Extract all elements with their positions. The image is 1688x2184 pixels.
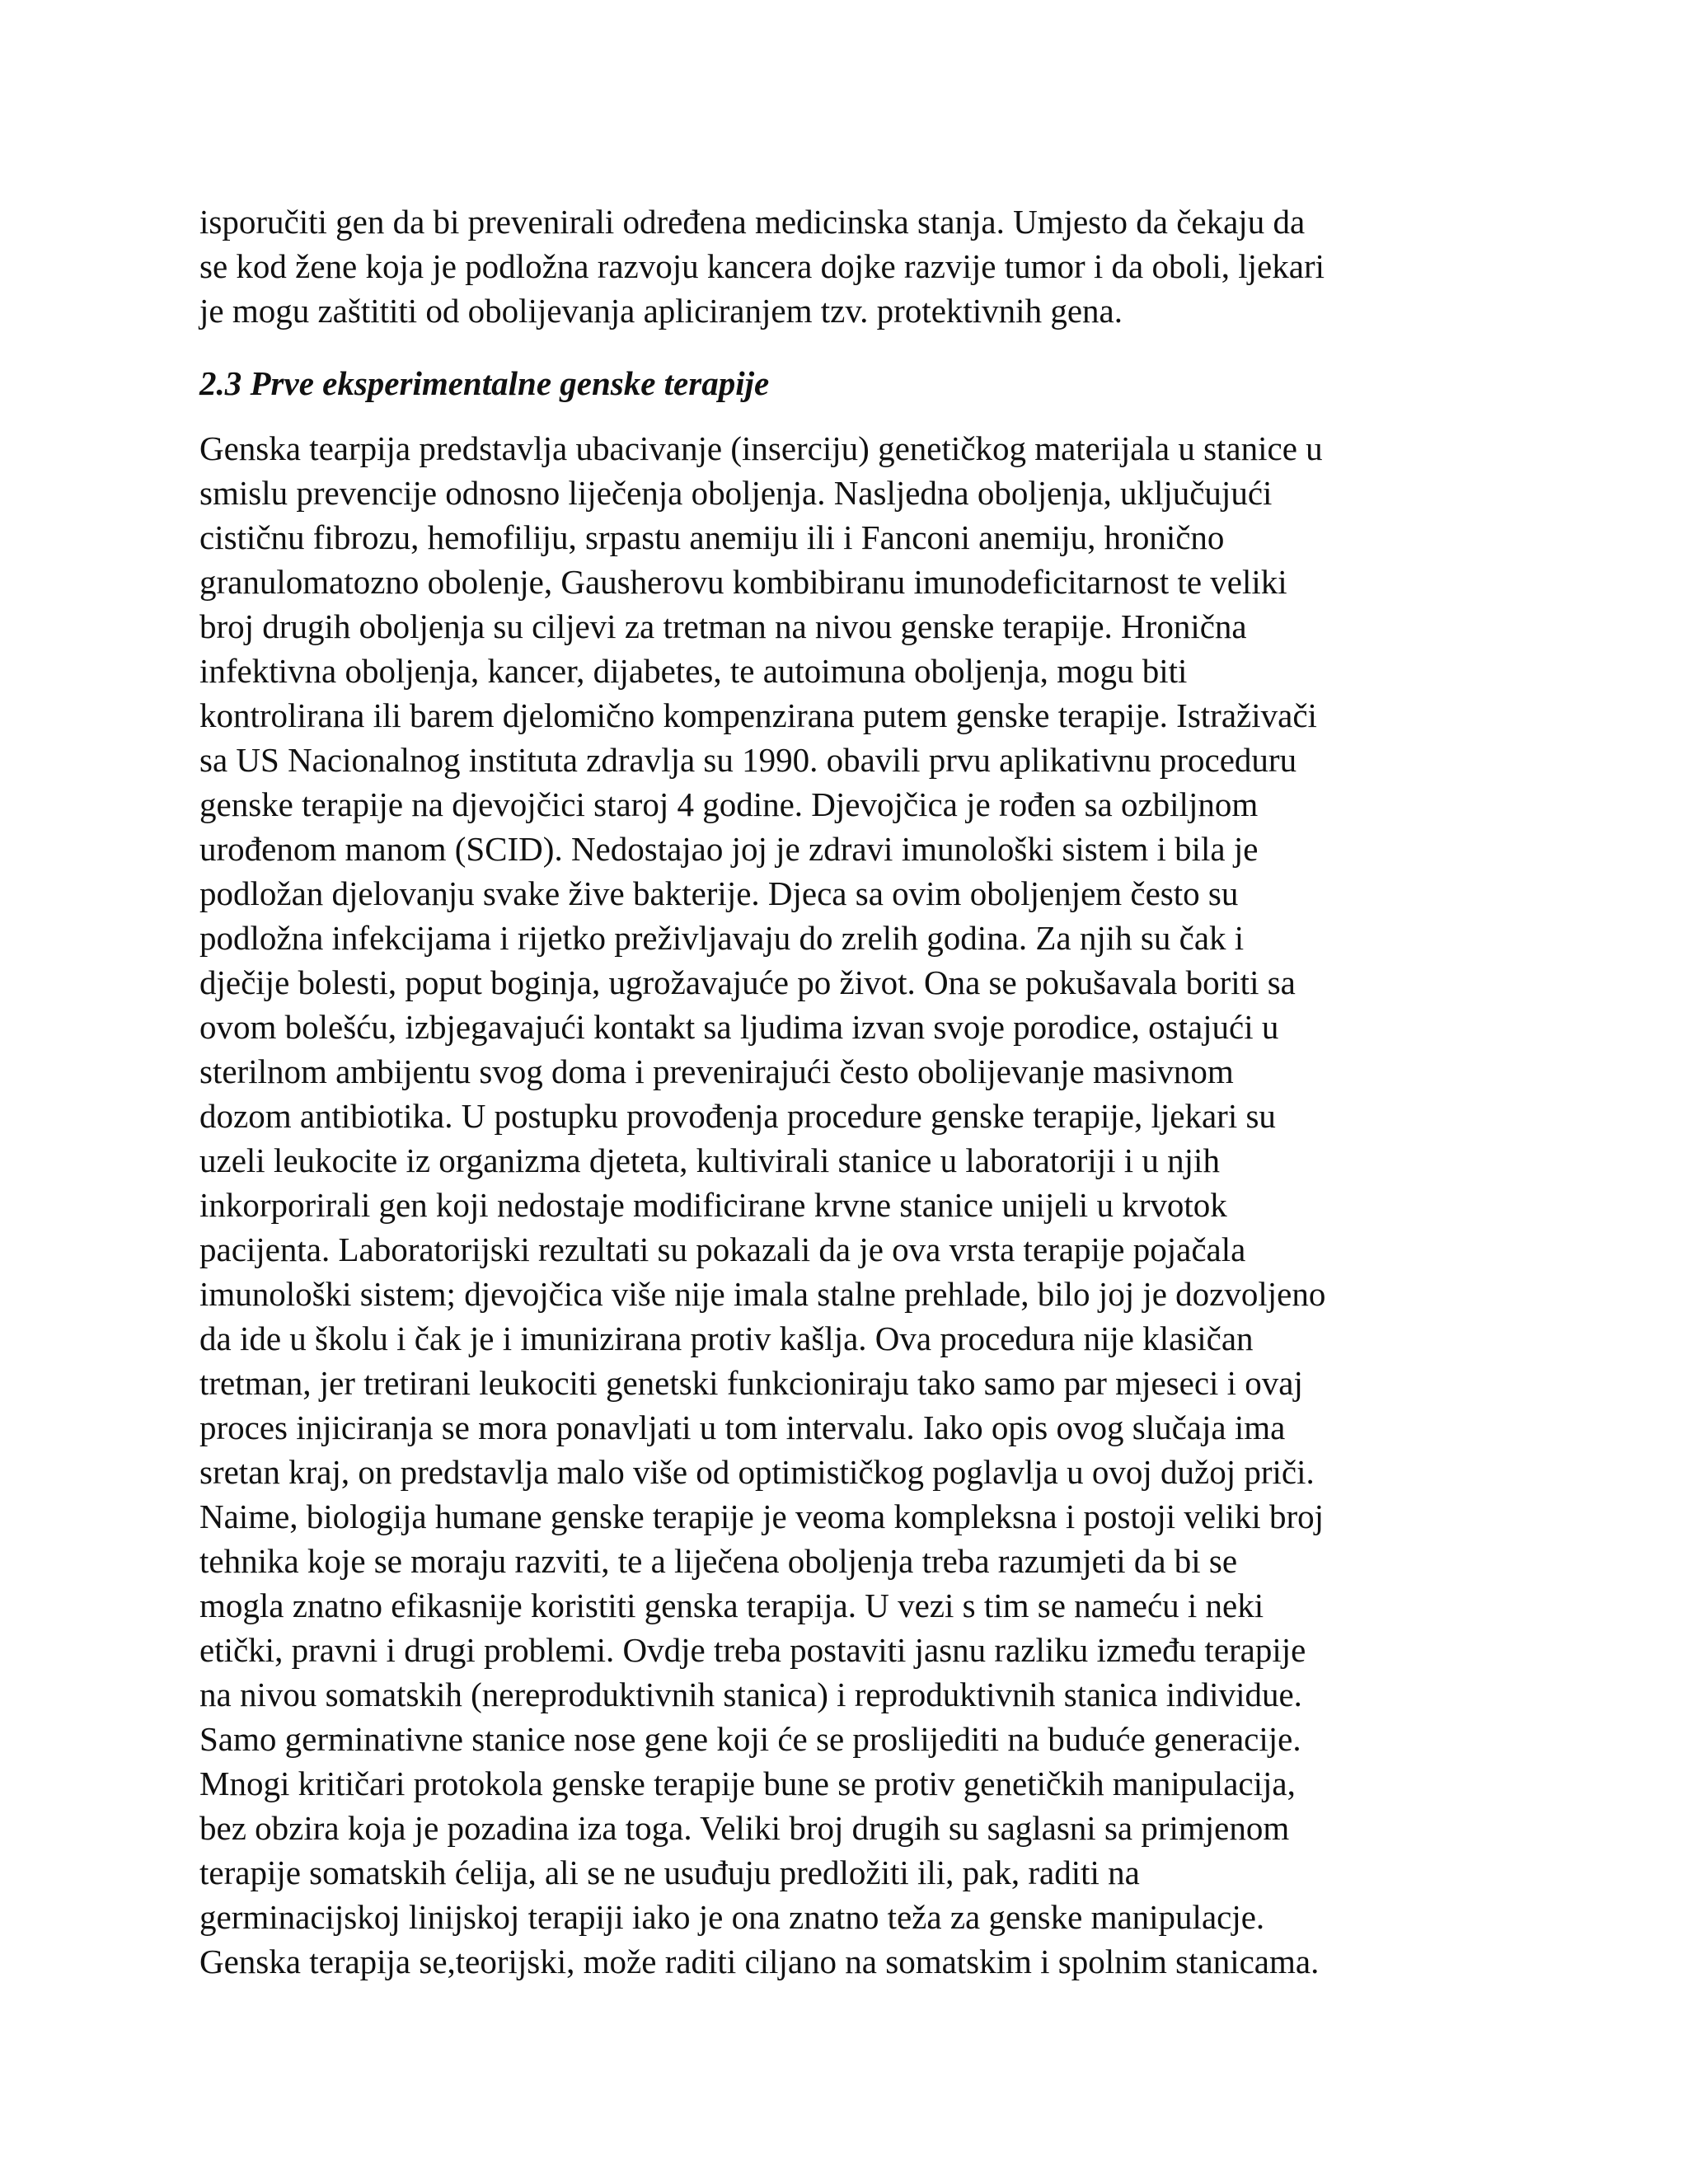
text-line: tehnika koje se moraju razviti, te a liječena oboljenja treba razumjeti da bi se <box>199 1542 1238 1580</box>
text-line: genske terapije na djevojčici staroj 4 godine. Djevojčica je rođen sa ozbiljnom <box>199 785 1259 823</box>
text-line: podložan djelovanju svake žive bakterije. Djeca sa ovim oboljenjem često su <box>199 874 1239 912</box>
text-line: uzeli leukocite iz organizma djeteta, kultivirali stanice u laboratoriji i u njih <box>199 1141 1220 1179</box>
text-line: inkorporirali gen koji nedostaje modificirane krvne stanice unijeli u krvotok <box>199 1186 1227 1224</box>
text-line: sretan kraj, on predstavlja malo više od optimističkog poglavlja u ovoj dužoj priči. <box>199 1453 1315 1491</box>
text-line: Samo germinativne stanice nose gene koji će se proslijediti na buduće generacije. <box>199 1720 1301 1758</box>
text-line: smislu prevencije odnosno liječenja oboljenja. Nasljedna oboljenja, uključujući <box>199 474 1273 512</box>
text-line: isporučiti gen da bi prevenirali određena medicinska stanja. Umjesto da čekaju da <box>199 203 1306 241</box>
text-line: Mnogi kritičari protokola genske terapije bune se protiv genetičkih manipulacija, <box>199 1765 1296 1802</box>
text-line: bez obzira koja je pozadina iza toga. Veliki broj drugih su saglasni sa primjenom <box>199 1809 1290 1847</box>
text-line: kontrolirana ili barem djelomično kompenzirana putem genske terapije. Istraživači <box>199 696 1317 734</box>
text-line: broj drugih oboljenja su ciljevi za tretman na nivou genske terapije. Hronična <box>199 607 1247 645</box>
text-line: tretman, jer tretirani leukociti genetski funkcioniraju tako samo par mjeseci i ovaj <box>199 1364 1303 1402</box>
text-line: etički, pravni i drugi problemi. Ovdje treba postaviti jasnu razliku između terapije <box>199 1631 1306 1669</box>
text-line: Naime, biologija humane genske terapije je veoma kompleksna i postoji veliki broj <box>199 1497 1325 1535</box>
text-line: germinacijskoj linijskoj terapiji iako je ona znatno teža za genske manipulacje. <box>199 1898 1265 1936</box>
text-line: imunološki sistem; djevojčica više nije imala stalne prehlade, bilo joj je dozvoljeno <box>199 1275 1326 1313</box>
text-line: cističnu fibrozu, hemofiliju, srpastu anemiju ili i Fanconi anemiju, hronično <box>199 518 1225 556</box>
text-line: pacijenta. Laboratorijski rezultati su pokazali da je ova vrsta terapije pojačala <box>199 1230 1246 1268</box>
text-line: sa US Nacionalnog instituta zdravlja su 1990. obavili prvu aplikativnu proceduru <box>199 741 1297 779</box>
text-line: ovom bolešću, izbjegavajući kontakt sa ljudima izvan svoje porodice, ostajući u <box>199 1008 1279 1046</box>
section-heading: 2.3 Prve eksperimentalne genske terapije <box>199 364 770 402</box>
main-paragraph <box>199 426 1502 1984</box>
text-line: sterilnom ambijentu svog doma i prevenirajući često obolijevanje masivnom <box>199 1052 1234 1090</box>
text-line: dozom antibiotika. U postupku provođenja procedure genske terapije, ljekari su <box>199 1097 1276 1135</box>
text-line: Genska tearpija predstavlja ubacivanje (inserciju) genetičkog materijala u stanice u <box>199 429 1323 467</box>
text-line: proces injiciranja se mora ponavljati u tom intervalu. Iako opis ovog slučaja ima <box>199 1408 1286 1446</box>
text-line: urođenom manom (SCID). Nedostajao joj je zdravi imunološki sistem i bila je <box>199 830 1259 868</box>
text-line: dječije bolesti, poput boginja, ugrožavajuće po život. Ona se pokušavala boriti sa <box>199 963 1296 1001</box>
intro-paragraph <box>199 199 1502 333</box>
text-line: terapije somatskih ćelija, ali se ne usuđuju predložiti ili, pak, raditi na <box>199 1854 1140 1891</box>
text-line: infektivna oboljenja, kancer, dijabetes, te autoimuna oboljenja, mogu biti <box>199 652 1188 690</box>
text-line: podložna infekcijama i rijetko preživljavaju do zrelih godina. Za njih su čak i <box>199 919 1245 957</box>
text-line: na nivou somatskih (nereproduktivnih stanica) i reproduktivnih stanica individue. <box>199 1675 1302 1713</box>
text-line: je mogu zaštititi od obolijevanja apliciranjem tzv. protektivnih gena. <box>199 292 1123 330</box>
text-line: se kod žene koja je podložna razvoju kancera dojke razvije tumor i da oboli, ljekari <box>199 247 1325 285</box>
text-line: granulomatozno obolenje, Gausherovu kombibiranu imunodeficitarnost te veliki <box>199 563 1287 601</box>
text-line: da ide u školu i čak je i imunizirana protiv kašlja. Ova procedura nije klasičan <box>199 1319 1254 1357</box>
text-line: Genska terapija se,teorijski, može raditi ciljano na somatskim i spolnim stanicama. <box>199 1943 1320 1980</box>
text-line: mogla znatno efikasnije koristiti genska terapija. U vezi s tim se nameću i neki <box>199 1586 1264 1624</box>
